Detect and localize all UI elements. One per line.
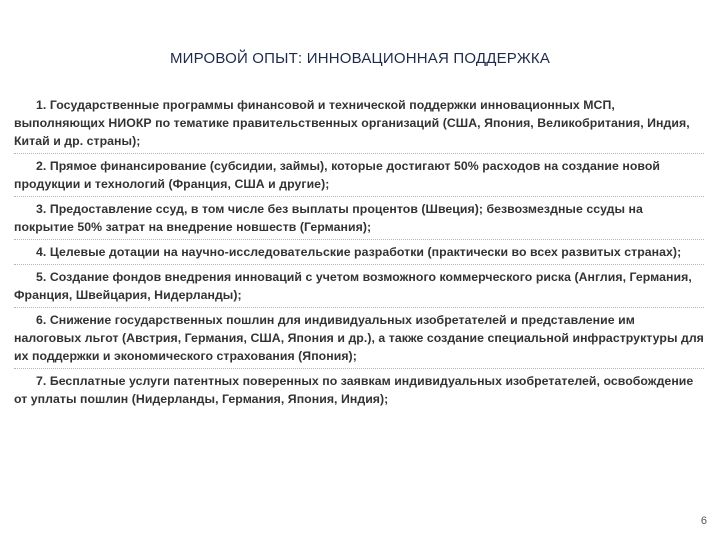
slide-title: МИРОВОЙ ОПЫТ: ИННОВАЦИОННАЯ ПОДДЕРЖКА [169,50,551,67]
page-number: 6 [700,515,707,527]
list-item: 5. Создание фондов внедрения инноваций с учетом возможного коммерческого риска (Англия, Германия, Франция, Швейцария, Нидерланды); [14,268,704,308]
list-item: 3. Предоставление ссуд, в том числе без выплаты процентов (Швеция); безвозмездные ссуды на покрытие 50% затрат на внедрение новшеств (Германия); [14,200,704,240]
list-item: 2. Прямое финансирование (субсидии, займы), которые достигают 50% расходов на создание новой продукции и технологий (Франция, США и другие); [14,157,704,197]
list-item: 1. Государственные программы финансовой и технической поддержки инновационных МСП, выполняющих НИОКР по тематике правительственных организаций (США, Япония, Великобритания, Индия, Китай и др. страны); [14,96,704,154]
list-item: 7. Бесплатные услуги патентных поверенных по заявкам индивидуальных изобретателей, освобождение от уплаты пошлин (Нидерланды, Германия, Япония, Индия); [14,374,694,406]
support-measures-list [14,96,704,415]
list-item: 4. Целевые дотации на научно-исследовательские разработки (практически во всех развитых странах); [14,243,704,265]
list-item: 6. Снижение государственных пошлин для индивидуальных изобретателей и представление им налоговых льгот (Австрия, Германия, США, Япония и др.), а также создание специальной инфраструктуры для их поддержки и экономического страхования (Япония); [14,311,704,369]
